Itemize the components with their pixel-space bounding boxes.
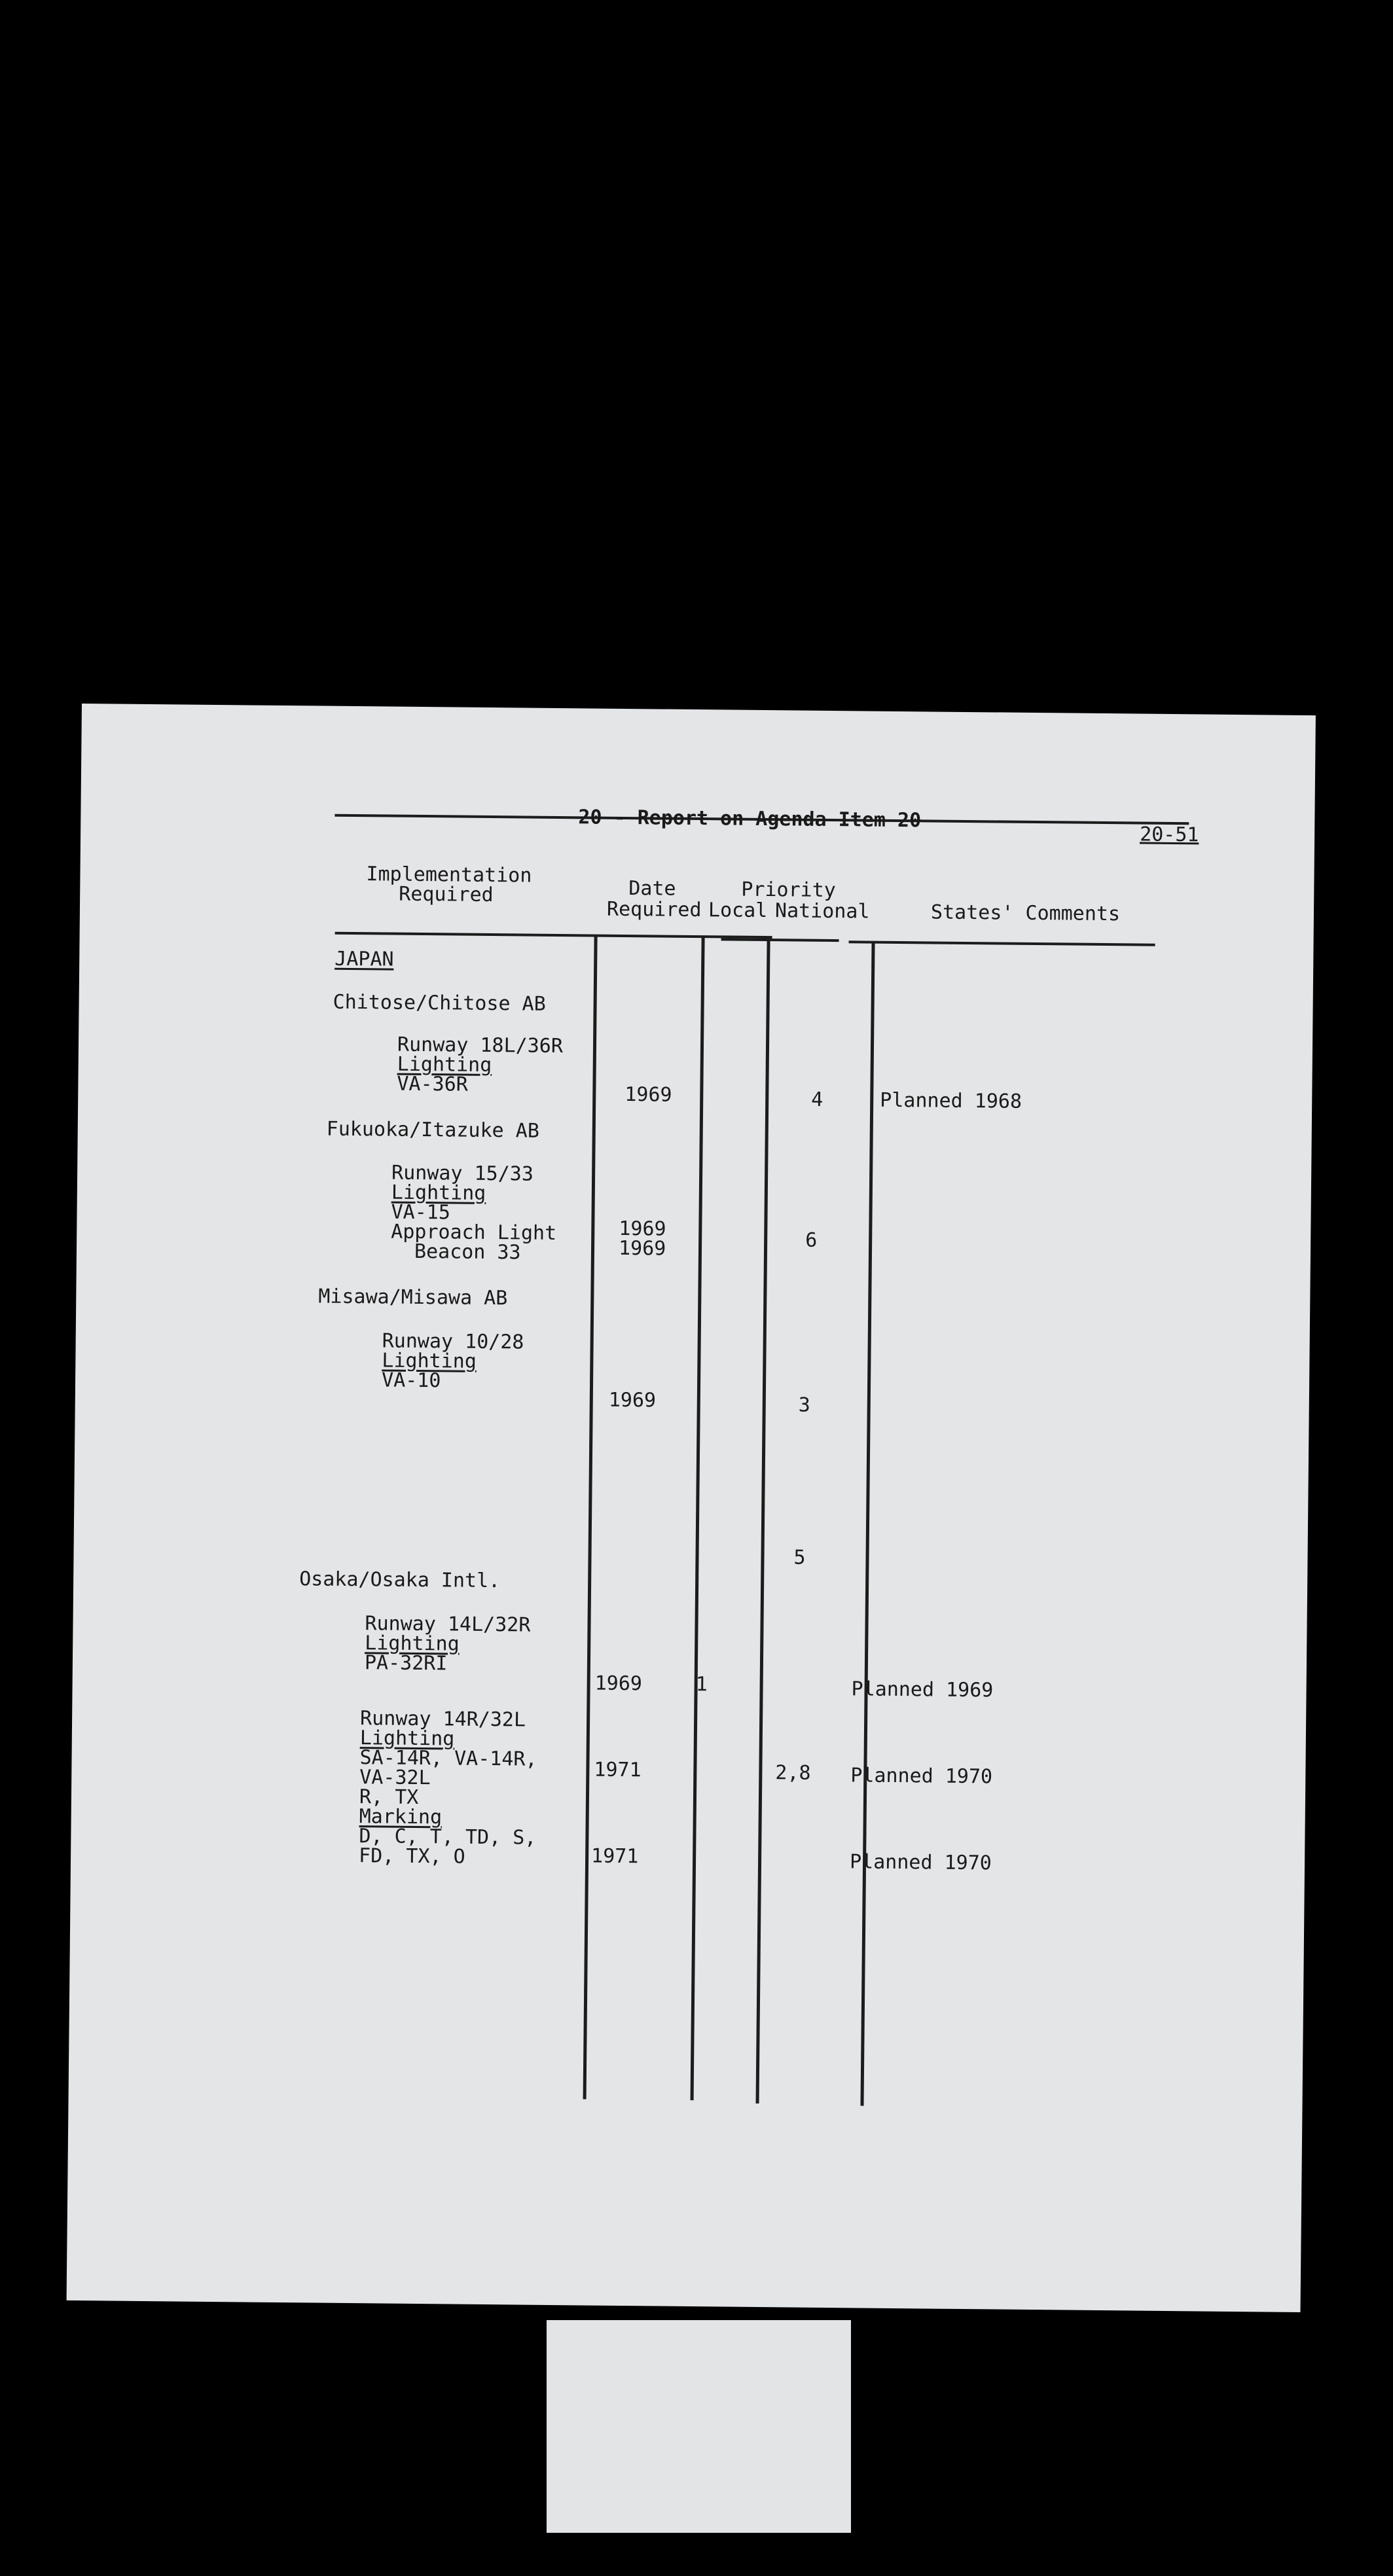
col-implementation-line2: Required: [399, 882, 494, 907]
col-local: Local: [708, 899, 768, 923]
entry-text: Lighting: [397, 1052, 492, 1077]
column-separator-2: [691, 937, 708, 2100]
heading-rule-comments: [849, 940, 1155, 946]
entry-text: Chitose/Chitose AB: [333, 990, 546, 1016]
local-priority-value: 1: [695, 1673, 708, 1696]
entry-text: D, C, T, TD, S,: [359, 1825, 537, 1850]
entry-text: VA-36R: [397, 1072, 468, 1096]
date-value: 1969: [618, 1236, 666, 1261]
entry-text: Runway 18L/36R: [397, 1033, 564, 1058]
document-page: [67, 704, 1316, 2312]
comment-value: Planned 1970: [849, 1850, 992, 1875]
col-date-line2: Required: [606, 897, 702, 922]
entry-text: Lighting: [359, 1726, 455, 1751]
page-number: 20-51: [1139, 823, 1199, 847]
national-priority-value: 6: [805, 1228, 818, 1252]
col-national: National: [774, 899, 870, 923]
date-value: 1969: [624, 1082, 672, 1107]
entry-text: Marking: [359, 1805, 443, 1829]
entry-text: PA-32RI: [364, 1651, 448, 1675]
national-priority-value: 5: [793, 1546, 806, 1569]
date-value: 1969: [619, 1217, 666, 1241]
header-title: 20 - Report on Agenda Item 20: [578, 806, 922, 832]
comment-value: Planned 1970: [850, 1764, 993, 1789]
comment-value: Planned 1968: [880, 1088, 1022, 1113]
entry-text: R, TX: [359, 1785, 419, 1810]
date-value: 1971: [594, 1758, 642, 1782]
national-priority-value: 4: [811, 1088, 823, 1111]
entry-text: Fukuoka/Itazuke AB: [326, 1117, 540, 1143]
entry-text: Misawa/Misawa AB: [318, 1285, 508, 1310]
heading-rule-priority: [721, 938, 839, 942]
entry-text: VA-32L: [359, 1766, 431, 1790]
column-separator-4: [860, 942, 875, 2106]
entry-text: Runway 10/28: [382, 1329, 524, 1354]
date-value: 1969: [608, 1388, 657, 1412]
entry-text: Runway 14L/32R: [365, 1612, 531, 1637]
entry-text: Lighting: [365, 1632, 460, 1656]
entry-text: Lighting: [391, 1181, 486, 1205]
entry-text: VA-15: [391, 1200, 451, 1225]
entry-text: Runway 15/33: [391, 1161, 534, 1186]
entry-text: Osaka/Osaka Intl.: [299, 1567, 501, 1593]
col-implementation-line1: Implementation: [366, 863, 532, 887]
date-value: 1969: [594, 1672, 643, 1696]
entry-text: Lighting: [382, 1349, 477, 1373]
entry-text: Runway 14R/32L: [359, 1707, 526, 1732]
country-heading: JAPAN: [335, 947, 394, 971]
entry-text: Approach Light: [391, 1220, 557, 1245]
column-separator-3: [756, 940, 770, 2103]
entry-text: SA-14R, VA-14R,: [359, 1746, 537, 1771]
col-comments: States' Comments: [930, 901, 1121, 926]
col-date-line1: Date: [628, 877, 676, 901]
target-card: [547, 2320, 851, 2533]
heading-rule-left: [335, 932, 772, 939]
entry-text: VA-10: [381, 1368, 441, 1393]
national-priority-value: 2,8: [775, 1761, 811, 1785]
date-value: 1971: [590, 1844, 639, 1869]
entry-text: FD, TX, O: [358, 1844, 465, 1869]
col-priority: Priority: [741, 878, 836, 903]
national-priority-value: 3: [798, 1393, 810, 1417]
entry-text: Beacon 33: [414, 1240, 521, 1264]
comment-value: Planned 1969: [851, 1677, 994, 1702]
column-separator-1: [583, 936, 598, 2100]
